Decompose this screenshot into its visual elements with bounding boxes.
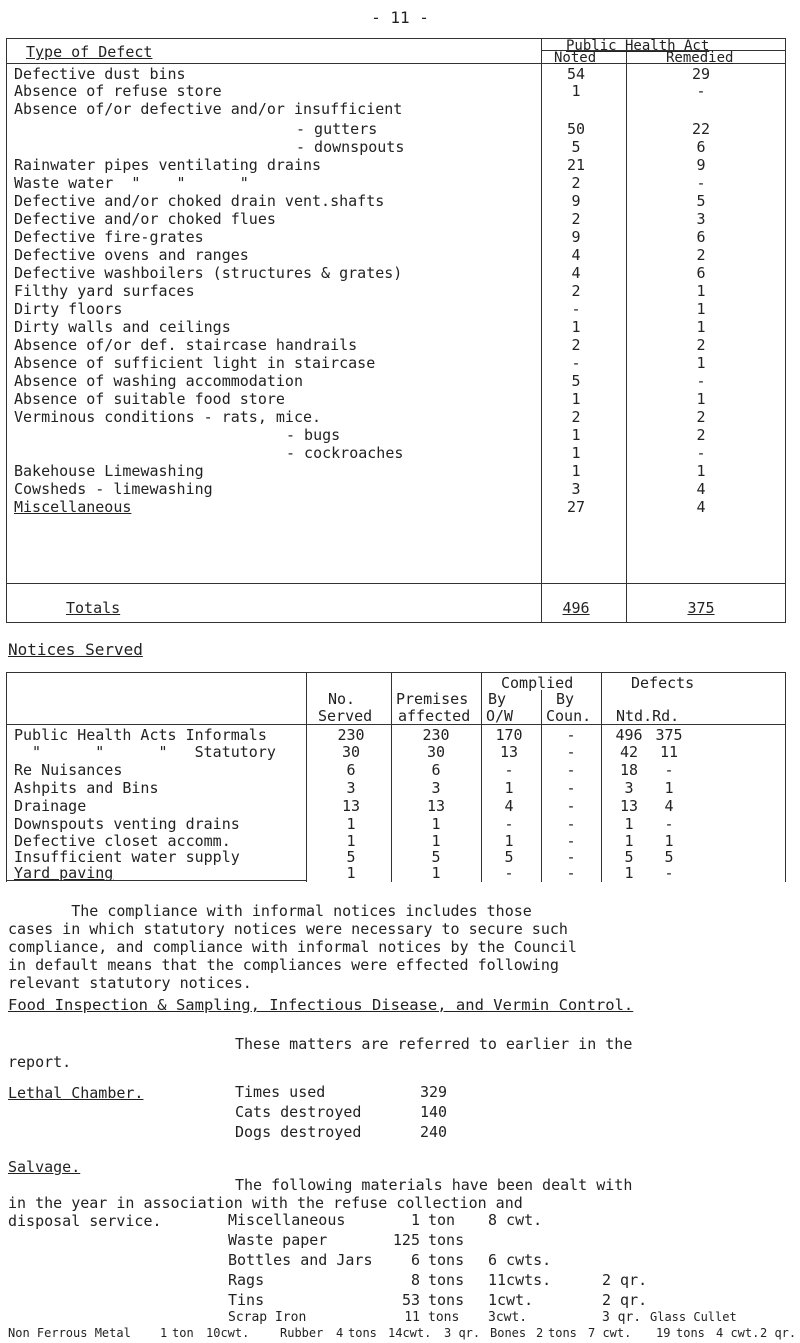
noted-value: -: [571, 300, 581, 318]
noted-value: 1: [571, 444, 581, 462]
table-row: [6, 373, 786, 390]
row-label: Defective dust bins: [14, 65, 186, 83]
noted-value: 27: [566, 498, 586, 516]
salvage-label: Tins: [228, 1291, 265, 1309]
row-label: Ashpits and Bins: [14, 779, 159, 797]
remedied-value: 6: [696, 228, 706, 246]
noted-value: 1: [571, 318, 581, 336]
lethal-value: 240: [420, 1123, 448, 1141]
row-label: Defective ovens and ranges: [14, 246, 249, 264]
row-label: Drainage: [14, 797, 87, 815]
totals-label: Totals: [66, 599, 121, 617]
notices-table: [6, 672, 786, 882]
table-row: [6, 283, 786, 300]
row-label: Defective closet accomm.: [14, 832, 231, 850]
remedied-value: 1: [696, 300, 706, 318]
premises-value: 13: [426, 797, 446, 815]
row-label: - bugs: [286, 426, 341, 444]
lethal-value: 329: [420, 1083, 448, 1101]
row-label: Absence of/or def. staircase handrails: [14, 336, 358, 354]
noted-value: 2: [571, 408, 581, 426]
table-row: [6, 247, 786, 264]
salvage-paragraph: The following materials have been dealt with: [235, 1176, 633, 1194]
remedied-value: 29: [691, 65, 711, 83]
premises-value: 230: [422, 726, 450, 744]
row-label: Filthy yard surfaces: [14, 282, 195, 300]
salvage-label: Rags: [228, 1271, 265, 1289]
noted-value: 9: [571, 192, 581, 210]
row-label: Insufficient water supply: [14, 848, 240, 866]
salvage-tons-unit: tons: [428, 1231, 465, 1249]
row-label: Absence of washing accommodation: [14, 372, 303, 390]
noted-value: 3: [571, 480, 581, 498]
rd-value: 4: [664, 797, 674, 815]
compliance-line: in default means that the compliances were effected following: [8, 956, 559, 974]
ntd-value: 42: [619, 743, 639, 761]
salvage-paragraph: disposal service.: [8, 1212, 162, 1230]
salvage-tons-unit: tons: [428, 1310, 460, 1325]
served-value: 230: [337, 726, 365, 744]
table-row: [6, 865, 786, 882]
salvage-tons: 2: [536, 1326, 544, 1340]
table-row: [6, 193, 786, 210]
by-coun-value: -: [566, 864, 576, 882]
row-label: Rainwater pipes ventilating drains: [14, 156, 322, 174]
rd-value: -: [664, 815, 674, 833]
table-row: [6, 727, 786, 744]
ntd-value: 1: [624, 864, 634, 882]
by-coun-value: -: [566, 815, 576, 833]
table-row: [6, 463, 786, 480]
salvage-label: Glass Cullet: [650, 1310, 737, 1324]
remedied-value: -: [696, 372, 706, 390]
table-row: [6, 157, 786, 174]
by-coun-value: -: [566, 726, 576, 744]
by-coun-value: -: [566, 832, 576, 850]
noted-value: 2: [571, 336, 581, 354]
row-label: Defective and/or choked drain vent.shafts: [14, 192, 385, 210]
row-label: Miscellaneous: [14, 498, 132, 516]
ntd-value: 1: [624, 832, 634, 850]
premises-value: 30: [426, 743, 446, 761]
totals-noted: 496: [562, 599, 590, 617]
compliance-line: relevant statutory notices.: [8, 974, 252, 992]
premises-value: 6: [431, 761, 441, 779]
by-ow-value: 4: [504, 797, 514, 815]
noted-value: 1: [571, 82, 581, 100]
col-header-ow: O/W: [486, 707, 514, 725]
noted-value: 21: [566, 156, 586, 174]
salvage-cwt: 6 cwts.: [488, 1251, 552, 1269]
salvage-tons-unit: tons: [428, 1251, 465, 1269]
served-value: 13: [341, 797, 361, 815]
salvage-label: Bottles and Jars: [228, 1251, 373, 1269]
by-coun-value: -: [566, 779, 576, 797]
by-coun-value: -: [566, 848, 576, 866]
col-header-defects: Defects: [631, 674, 695, 692]
salvage-cwt: 8 cwt.: [488, 1211, 543, 1229]
food-heading: Food Inspection & Sampling, Infectious Disease, and Vermin Control.: [8, 996, 634, 1014]
row-label: Defective and/or choked flues: [14, 210, 276, 228]
premises-value: 1: [431, 832, 441, 850]
rd-value: -: [664, 761, 674, 779]
noted-value: 5: [571, 372, 581, 390]
table-row: [6, 427, 786, 444]
rd-value: 1: [664, 832, 674, 850]
ntd-value: 3: [624, 779, 634, 797]
table-row: [6, 337, 786, 354]
salvage-tons-unit: ton: [428, 1211, 456, 1229]
row-label: Yard paving: [14, 864, 114, 882]
table-row: [6, 391, 786, 408]
salvage-tons-unit: tons: [548, 1326, 577, 1340]
defects-table: [6, 38, 786, 623]
served-value: 6: [346, 761, 356, 779]
salvage-cwt: 7 cwt.: [588, 1326, 632, 1340]
by-coun-value: -: [566, 797, 576, 815]
by-coun-value: -: [566, 761, 576, 779]
salvage-tons: 6: [410, 1251, 420, 1269]
table-row: [6, 816, 786, 833]
salvage-cwt: 10cwt.: [206, 1326, 250, 1340]
noted-value: 2: [571, 282, 581, 300]
row-label: Waste water " " ": [14, 174, 249, 192]
table-row: [6, 83, 786, 100]
remedied-value: 1: [696, 462, 706, 480]
table-row: [6, 175, 786, 192]
salvage-qr: 2 qr.: [760, 1326, 797, 1340]
rd-value: 5: [664, 848, 674, 866]
salvage-tons: 4: [336, 1326, 344, 1340]
remedied-value: 3: [696, 210, 706, 228]
table-row: [6, 481, 786, 498]
noted-value: 50: [566, 120, 586, 138]
remedied-value: 6: [696, 264, 706, 282]
served-value: 30: [341, 743, 361, 761]
remedied-value: 2: [696, 336, 706, 354]
totals-remedied: 375: [687, 599, 715, 617]
col-header-complied: Complied: [501, 674, 574, 692]
table-row: [6, 101, 786, 118]
by-ow-value: -: [504, 864, 514, 882]
ntd-value: 496: [615, 726, 643, 744]
salvage-cwt: 3cwt.: [488, 1310, 528, 1325]
notices-title: Notices Served: [8, 640, 143, 659]
row-label: Absence of/or defective and/or insufficient: [14, 100, 403, 118]
table-border: [6, 583, 786, 584]
noted-value: 5: [571, 138, 581, 156]
remedied-value: -: [696, 82, 706, 100]
table-row: [6, 355, 786, 372]
premises-value: 3: [431, 779, 441, 797]
row-label: Dirty walls and ceilings: [14, 318, 231, 336]
rd-value: 1: [664, 779, 674, 797]
table-row: [6, 211, 786, 228]
row-label: - cockroaches: [286, 444, 404, 462]
row-label: Re Nuisances: [14, 761, 123, 779]
premises-value: 1: [431, 815, 441, 833]
noted-value: 1: [571, 462, 581, 480]
row-label: Defective fire-grates: [14, 228, 204, 246]
by-ow-value: -: [504, 761, 514, 779]
table-row: [6, 762, 786, 779]
table-row: [6, 445, 786, 462]
by-coun-value: -: [566, 743, 576, 761]
by-ow-value: 1: [504, 779, 514, 797]
remedied-value: 1: [696, 282, 706, 300]
col-header-coun: Coun.: [546, 707, 592, 725]
remedied-value: 4: [696, 498, 706, 516]
row-label: Absence of suitable food store: [14, 390, 285, 408]
salvage-tons: 19: [656, 1326, 671, 1340]
ntd-value: 1: [624, 815, 634, 833]
salvage-tons: 11: [404, 1310, 420, 1325]
ntd-value: 13: [619, 797, 639, 815]
row-label: " " " Statutory: [14, 743, 276, 761]
remedied-value: 2: [696, 246, 706, 264]
served-value: 3: [346, 779, 356, 797]
col-header-group: Public Health Act: [566, 38, 710, 54]
row-label: - downspouts: [296, 138, 405, 156]
table-border: [6, 672, 786, 673]
col-header-by-ow: By: [488, 690, 507, 708]
by-ow-value: 5: [504, 848, 514, 866]
salvage-tons: 53: [401, 1291, 420, 1309]
table-row: [6, 121, 786, 138]
remedied-value: 1: [696, 354, 706, 372]
salvage-tons: 1: [410, 1211, 420, 1229]
row-label: Verminous conditions - rats, mice.: [14, 408, 322, 426]
table-row: [6, 780, 786, 797]
totals-row: [6, 600, 786, 617]
salvage-qr: 3 qr.: [602, 1310, 642, 1325]
remedied-value: 2: [696, 426, 706, 444]
row-label: Absence of refuse store: [14, 82, 222, 100]
col-header-remedied: Remedied: [666, 50, 734, 66]
premises-value: 5: [431, 848, 441, 866]
remedied-value: 1: [696, 318, 706, 336]
row-label: - gutters: [296, 120, 378, 138]
salvage-label: Non Ferrous Metal: [8, 1326, 131, 1340]
col-header-type: Type of Defect: [26, 43, 153, 61]
salvage-tons-unit: tons: [428, 1291, 465, 1309]
noted-value: 54: [566, 65, 586, 83]
food-paragraph: These matters are referred to earlier in the: [235, 1035, 633, 1053]
compliance-line: The compliance with informal notices includes those: [8, 902, 532, 920]
col-header-ntd-rd: Ntd.Rd.: [616, 707, 680, 725]
remedied-value: 22: [691, 120, 711, 138]
salvage-label: Bones: [490, 1326, 527, 1340]
col-header-affected: affected: [398, 707, 471, 725]
premises-value: 1: [431, 864, 441, 882]
by-ow-value: -: [504, 815, 514, 833]
ntd-value: 5: [624, 848, 634, 866]
food-paragraph: report.: [8, 1053, 72, 1071]
remedied-value: -: [696, 174, 706, 192]
salvage-tons-unit: ton: [172, 1326, 194, 1340]
noted-value: 4: [571, 246, 581, 264]
remedied-value: -: [696, 444, 706, 462]
salvage-tons-unit: tons: [676, 1326, 705, 1340]
salvage-tons-unit: tons: [348, 1326, 377, 1340]
remedied-value: 1: [696, 390, 706, 408]
col-header-served: Served: [318, 707, 373, 725]
row-label: Dirty floors: [14, 300, 123, 318]
table-row: [6, 798, 786, 815]
salvage-cwt: 14cwt.: [388, 1326, 432, 1340]
compliance-line: compliance, and compliance with informal notices by the Council: [8, 938, 577, 956]
remedied-value: 9: [696, 156, 706, 174]
lethal-value: 140: [420, 1103, 448, 1121]
salvage-tons: 125: [392, 1231, 420, 1249]
salvage-tons-unit: tons: [428, 1271, 465, 1289]
table-border: [6, 622, 786, 623]
by-ow-value: 1: [504, 832, 514, 850]
served-value: 5: [346, 848, 356, 866]
col-header-by-coun: By: [556, 690, 575, 708]
served-value: 1: [346, 832, 356, 850]
table-row: [6, 265, 786, 282]
noted-value: 2: [571, 210, 581, 228]
remedied-value: 2: [696, 408, 706, 426]
salvage-paragraph: in the year in association with the refuse collection and: [8, 1194, 523, 1212]
remedied-value: 4: [696, 480, 706, 498]
col-header-no: No.: [328, 690, 356, 708]
table-row: [6, 409, 786, 426]
table-row: [6, 66, 786, 83]
served-value: 1: [346, 864, 356, 882]
by-ow-value: 170: [495, 726, 523, 744]
table-row: [6, 744, 786, 761]
noted-value: 9: [571, 228, 581, 246]
salvage-heading: Salvage.: [8, 1158, 81, 1176]
served-value: 1: [346, 815, 356, 833]
noted-value: 1: [571, 390, 581, 408]
table-row: [6, 319, 786, 336]
salvage-tons: 8: [410, 1271, 420, 1289]
page-number: - 11 -: [371, 8, 429, 27]
noted-value: -: [571, 354, 581, 372]
salvage-tons: 1: [160, 1326, 168, 1340]
noted-value: 1: [571, 426, 581, 444]
remedied-value: 6: [696, 138, 706, 156]
ntd-value: 18: [619, 761, 639, 779]
rd-value: -: [664, 864, 674, 882]
rd-value: 11: [659, 743, 679, 761]
noted-value: 2: [571, 174, 581, 192]
col-header-noted: Noted: [554, 50, 597, 66]
row-label: Cowsheds - limewashing: [14, 480, 213, 498]
table-row: [6, 229, 786, 246]
salvage-label: Miscellaneous: [228, 1211, 346, 1229]
row-label: Absence of sufficient light in staircase: [14, 354, 376, 372]
lethal-heading: Lethal Chamber.: [8, 1084, 144, 1102]
salvage-qr: 3 qr.: [444, 1326, 481, 1340]
salvage-label: Waste paper: [228, 1231, 328, 1249]
table-row: [6, 139, 786, 156]
lethal-label: Dogs destroyed: [235, 1123, 362, 1141]
table-row: [6, 301, 786, 318]
salvage-qr: 2 qr.: [602, 1291, 648, 1309]
salvage-cwt: 4 cwt.: [716, 1326, 760, 1340]
remedied-value: 5: [696, 192, 706, 210]
compliance-line: cases in which statutory notices were necessary to secure such: [8, 920, 568, 938]
by-ow-value: 13: [499, 743, 519, 761]
noted-value: 4: [571, 264, 581, 282]
table-row: [6, 499, 786, 516]
row-label: Downspouts venting drains: [14, 815, 240, 833]
salvage-cwt: 1cwt.: [488, 1291, 534, 1309]
salvage-cwt: 11cwts.: [488, 1271, 552, 1289]
col-header-premises: Premises: [396, 690, 469, 708]
salvage-label: Scrap Iron: [228, 1310, 307, 1325]
lethal-label: Cats destroyed: [235, 1103, 362, 1121]
lethal-label: Times used: [235, 1083, 326, 1101]
row-label: Defective washboilers (structures & grates): [14, 264, 403, 282]
row-label: Bakehouse Limewashing: [14, 462, 204, 480]
salvage-label: Rubber: [280, 1326, 324, 1340]
row-label: Public Health Acts Informals: [14, 726, 267, 744]
salvage-qr: 2 qr.: [602, 1271, 648, 1289]
rd-value: 375: [655, 726, 683, 744]
